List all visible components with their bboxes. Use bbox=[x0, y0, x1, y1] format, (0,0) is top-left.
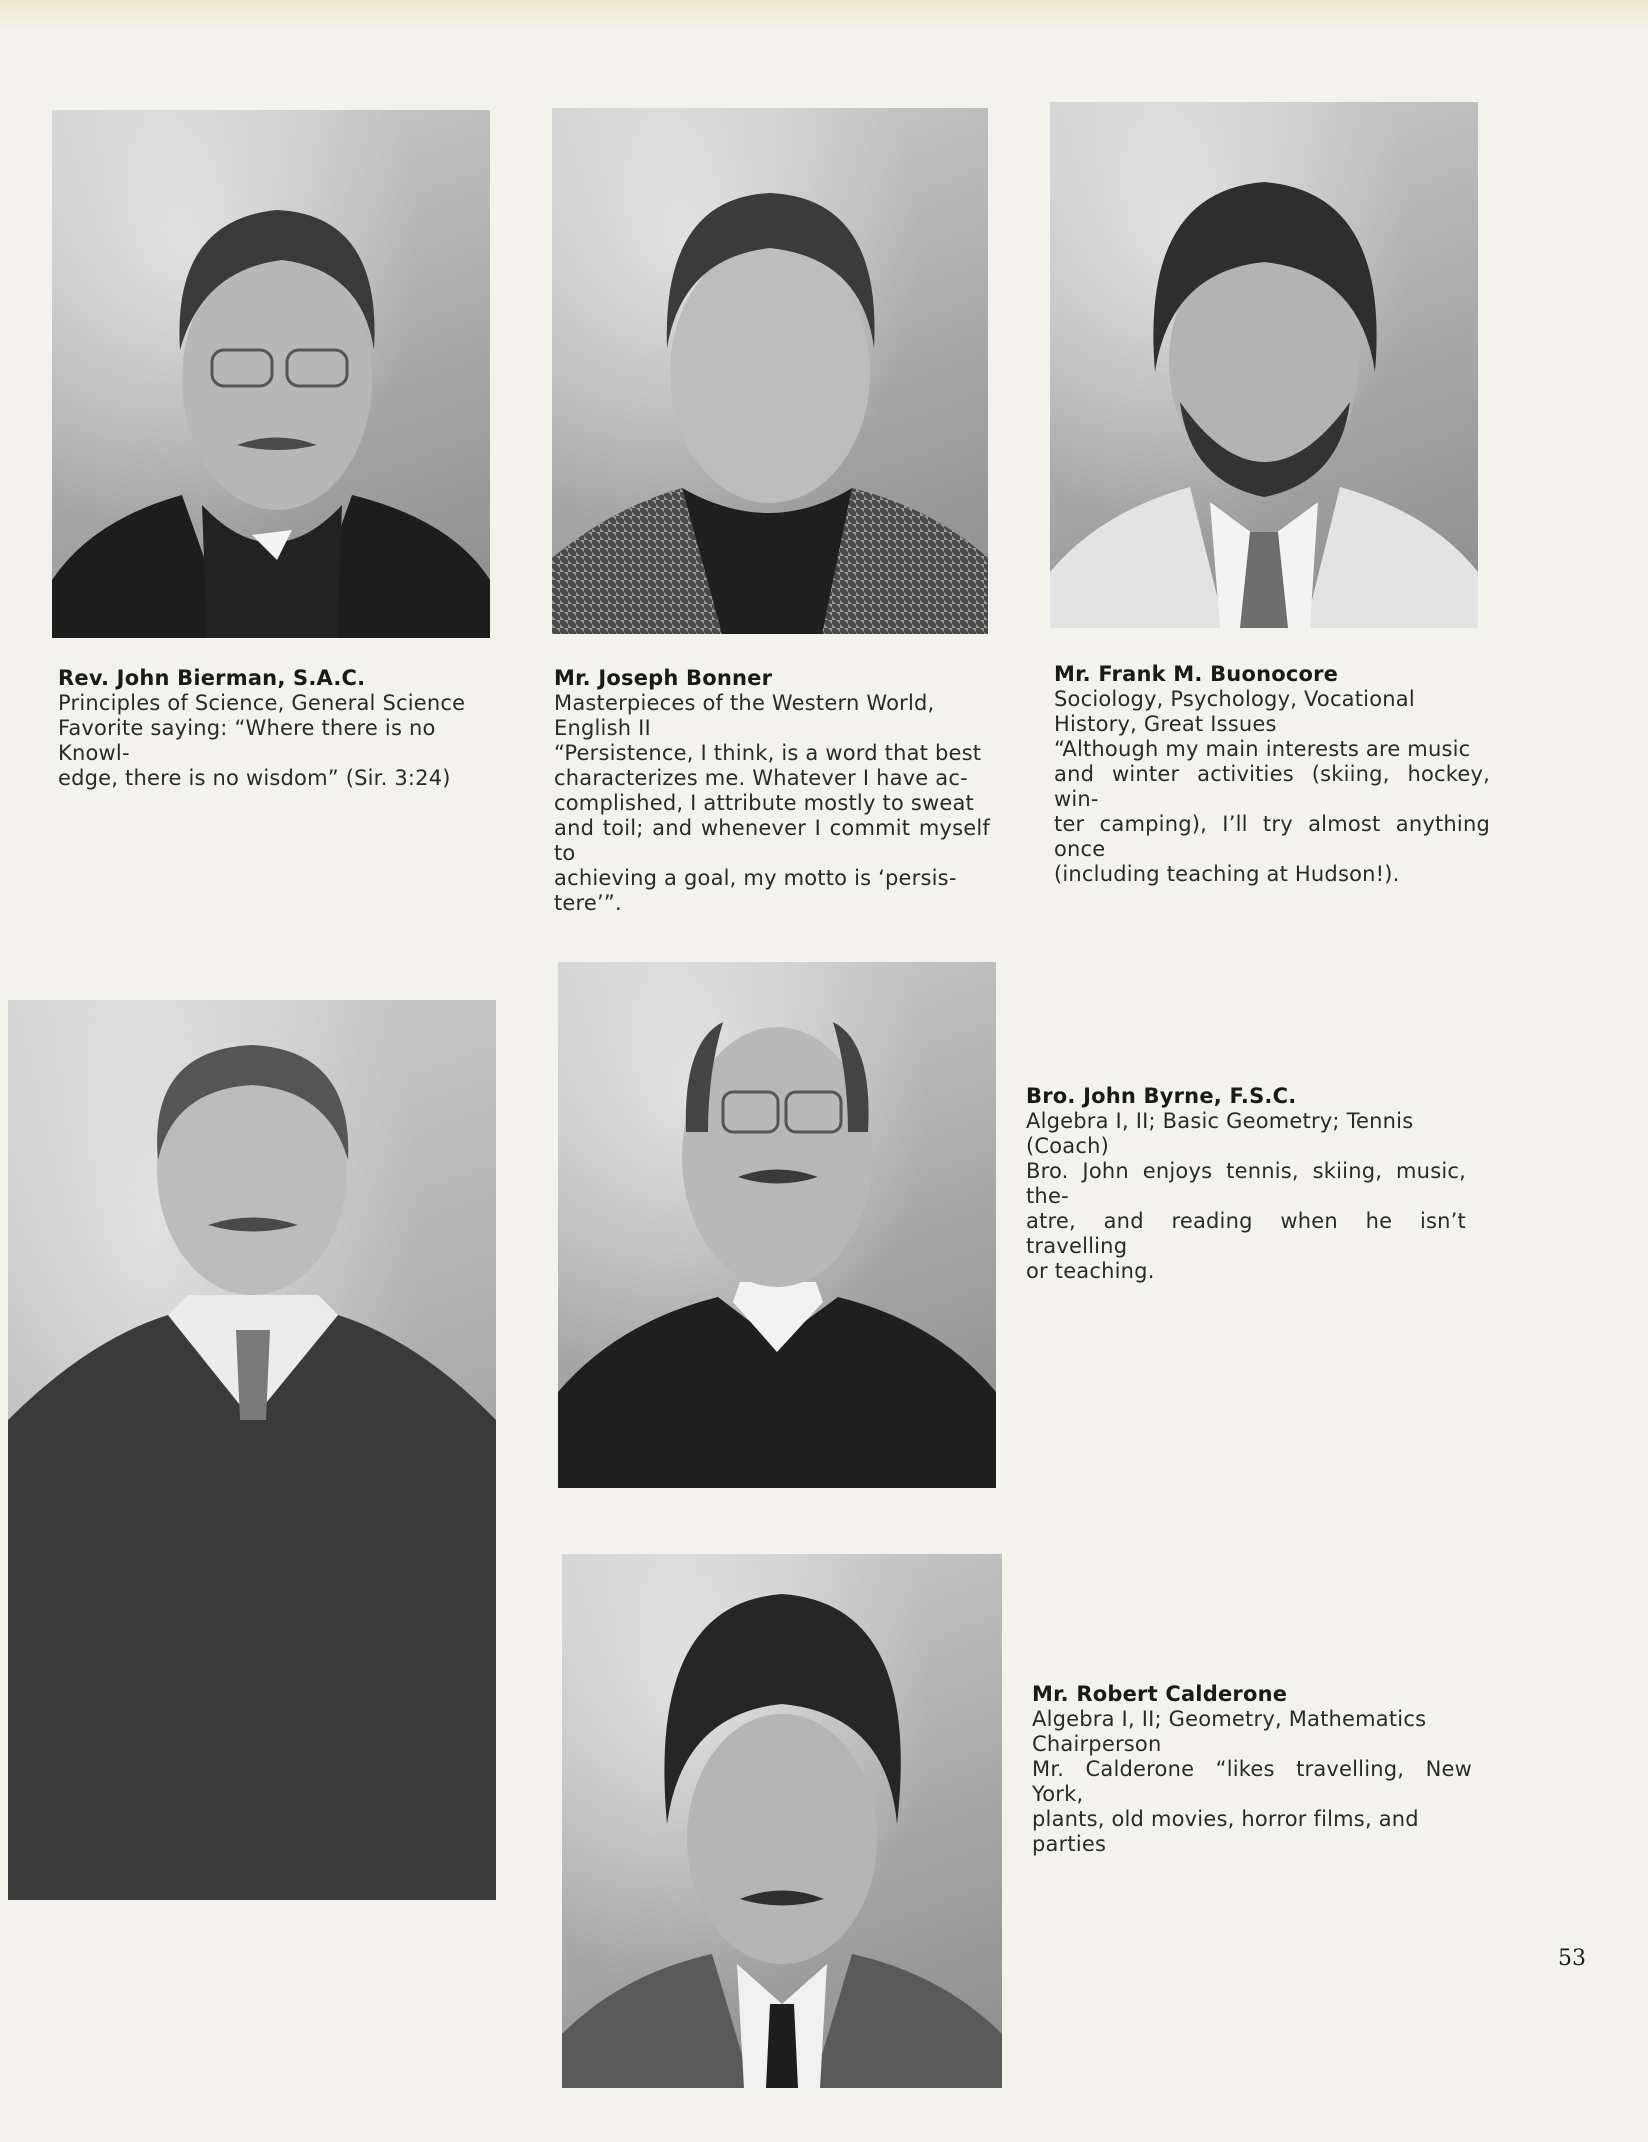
faculty-quote-line: Bro. John enjoys tennis, skiing, music, the- bbox=[1026, 1159, 1466, 1208]
faculty-quote-line: edge, there is no wisdom” (Sir. 3:24) bbox=[58, 766, 451, 790]
portrait-figure bbox=[8, 1000, 496, 1900]
faculty-quote-line: (including teaching at Hudson!). bbox=[1054, 862, 1400, 886]
faculty-subjects-line: English II bbox=[554, 716, 651, 740]
faculty-quote-line: tere’”. bbox=[554, 891, 622, 915]
faculty-quote-line: characterizes me. Whatever I have ac- bbox=[554, 766, 968, 790]
caption-calderone bbox=[1032, 1682, 1472, 1857]
caption-buonocore bbox=[1054, 662, 1490, 887]
faculty-quote-line: and toil; and whenever I commit myself to bbox=[554, 816, 990, 865]
faculty-name: Mr. Joseph Bonner bbox=[554, 666, 773, 690]
faculty-subjects-line: Masterpieces of the Western World, bbox=[554, 691, 935, 715]
faculty-subjects-line: Chairperson bbox=[1032, 1732, 1162, 1756]
faculty-quote-line: plants, old movies, horror films, and parties bbox=[1032, 1807, 1419, 1856]
faculty-subjects-line: (Coach) bbox=[1026, 1134, 1110, 1158]
faculty-quote-line: “Although my main interests are music bbox=[1054, 737, 1471, 761]
portrait-photo-calderone bbox=[562, 1554, 1002, 2088]
portrait-figure bbox=[562, 1554, 1002, 2088]
page-number: 53 bbox=[1558, 1946, 1586, 1971]
faculty-name: Bro. John Byrne, F.S.C. bbox=[1026, 1084, 1297, 1108]
caption-byrne bbox=[1026, 1084, 1466, 1284]
faculty-name: Mr. Frank M. Buonocore bbox=[1054, 662, 1339, 686]
faculty-subjects: Principles of Science, General Science bbox=[58, 691, 466, 715]
faculty-subjects-line: Algebra I, II; Basic Geometry; Tennis bbox=[1026, 1109, 1414, 1133]
page-top-band bbox=[0, 0, 1648, 30]
portrait-photo-bonner bbox=[552, 108, 988, 634]
portrait-figure bbox=[552, 108, 988, 634]
portrait-photo-left-sweater bbox=[8, 1000, 496, 1900]
portrait-photo-buonocore bbox=[1050, 102, 1478, 628]
caption-bierman bbox=[58, 666, 488, 791]
faculty-quote-line: ter camping), I’ll try almost anything once bbox=[1054, 812, 1490, 861]
faculty-name: Mr. Robert Calderone bbox=[1032, 1682, 1288, 1706]
faculty-subjects-line: Algebra I, II; Geometry, Mathematics bbox=[1032, 1707, 1427, 1731]
faculty-subjects-line: Sociology, Psychology, Vocational bbox=[1054, 687, 1415, 711]
faculty-quote-line: Mr. Calderone “likes travelling, New York, bbox=[1032, 1757, 1472, 1806]
faculty-name: Rev. John Bierman, S.A.C. bbox=[58, 666, 366, 690]
faculty-subjects-line: History, Great Issues bbox=[1054, 712, 1277, 736]
portrait-figure bbox=[1050, 102, 1478, 628]
portrait-figure bbox=[558, 962, 996, 1488]
faculty-quote-line: achieving a goal, my motto is ‘persis- bbox=[554, 866, 957, 890]
portrait-photo-bierman bbox=[52, 110, 490, 638]
faculty-quote-line: Favorite saying: “Where there is no Knowl- bbox=[58, 716, 436, 765]
faculty-quote-line: atre, and reading when he isn’t travelling bbox=[1026, 1209, 1466, 1258]
faculty-quote-line: complished, I attribute mostly to sweat bbox=[554, 791, 974, 815]
faculty-quote-line: or teaching. bbox=[1026, 1259, 1155, 1283]
faculty-quote-line: “Persistence, I think, is a word that best bbox=[554, 741, 982, 765]
portrait-figure bbox=[52, 110, 490, 638]
caption-bonner bbox=[554, 666, 990, 916]
faculty-quote-line: and winter activities (skiing, hockey, win- bbox=[1054, 762, 1490, 811]
portrait-photo-byrne bbox=[558, 962, 996, 1488]
